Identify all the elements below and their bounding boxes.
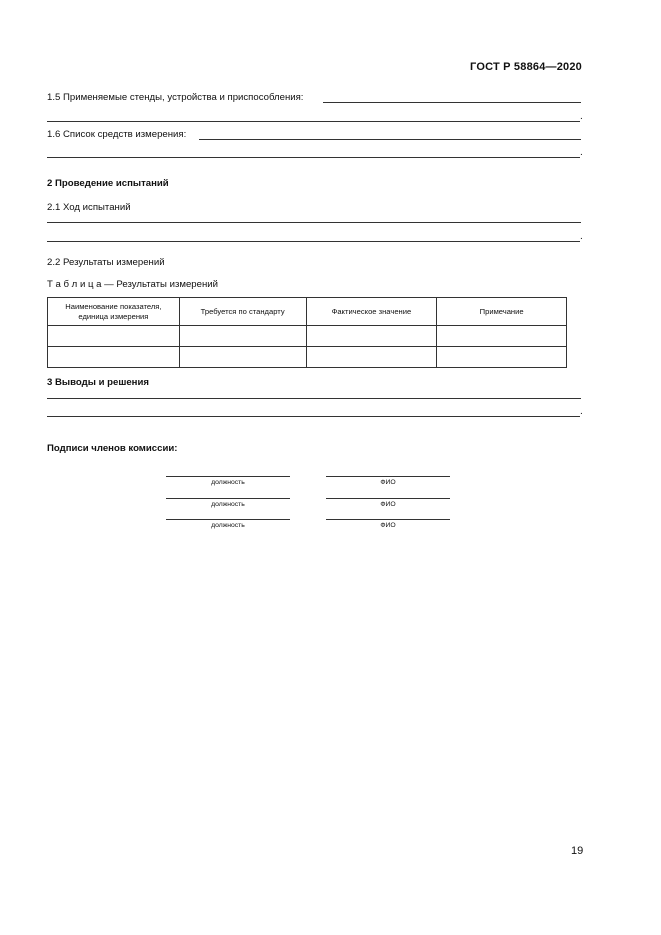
signatures-title: Подписи членов комиссии: xyxy=(47,443,178,454)
name-signature-line xyxy=(326,498,450,499)
section-2-2-label: 2.2 Результаты измерений xyxy=(47,257,165,268)
results-table xyxy=(47,297,567,368)
position-signature-line xyxy=(166,498,290,499)
table-row xyxy=(48,326,567,347)
line-end-period: . xyxy=(580,111,583,122)
table-caption xyxy=(47,279,218,290)
name-signature-line xyxy=(326,476,450,477)
section-2-title: 2 Проведение испытаний xyxy=(47,178,169,189)
section-1-5-label: 1.5 Применяемые стенды, устройства и приспособления: xyxy=(47,92,304,103)
table-cell xyxy=(306,347,437,368)
table-cell xyxy=(48,347,180,368)
section-1-6-label: 1.6 Список средств измерения: xyxy=(47,129,187,140)
table-cell xyxy=(437,347,567,368)
table-header-cell: Требуется по стандарту xyxy=(179,298,306,326)
table-header-cell: Фактическое значение xyxy=(306,298,437,326)
name-caption: ФИО xyxy=(380,522,396,529)
table-cell xyxy=(437,326,567,347)
page-number: 19 xyxy=(571,845,584,857)
table-cell xyxy=(48,326,180,347)
fill-line xyxy=(47,416,580,417)
fill-line xyxy=(47,222,581,223)
table-header-row xyxy=(48,298,567,326)
table-header-cell: Примечание xyxy=(437,298,567,326)
section-3-title: 3 Выводы и решения xyxy=(47,377,149,388)
table-cell xyxy=(306,326,437,347)
table-caption-text: — Результаты измерений xyxy=(101,279,218,290)
fill-line xyxy=(47,121,580,122)
table-cell xyxy=(179,347,306,368)
name-caption: ФИО xyxy=(380,501,396,508)
table-cell xyxy=(179,326,306,347)
fill-line xyxy=(47,241,580,242)
table-header-cell: Наименование показателя, единица измерения xyxy=(48,298,180,326)
position-caption: должность xyxy=(211,522,245,529)
line-end-period: . xyxy=(580,147,583,158)
document-code: ГОСТ Р 58864—2020 xyxy=(470,61,582,73)
position-signature-line xyxy=(166,519,290,520)
table-row xyxy=(48,347,567,368)
section-2-1-label: 2.1 Ход испытаний xyxy=(47,202,131,213)
fill-line xyxy=(47,157,580,158)
name-signature-line xyxy=(326,519,450,520)
fill-line xyxy=(323,102,581,103)
fill-line xyxy=(47,398,581,399)
position-caption: должность xyxy=(211,501,245,508)
position-caption: должность xyxy=(211,479,245,486)
line-end-period: . xyxy=(580,231,583,242)
fill-line xyxy=(199,139,581,140)
position-signature-line xyxy=(166,476,290,477)
table-caption-prefix: Т а б л и ц а xyxy=(47,279,102,290)
line-end-period: . xyxy=(580,406,583,417)
name-caption: ФИО xyxy=(380,479,396,486)
